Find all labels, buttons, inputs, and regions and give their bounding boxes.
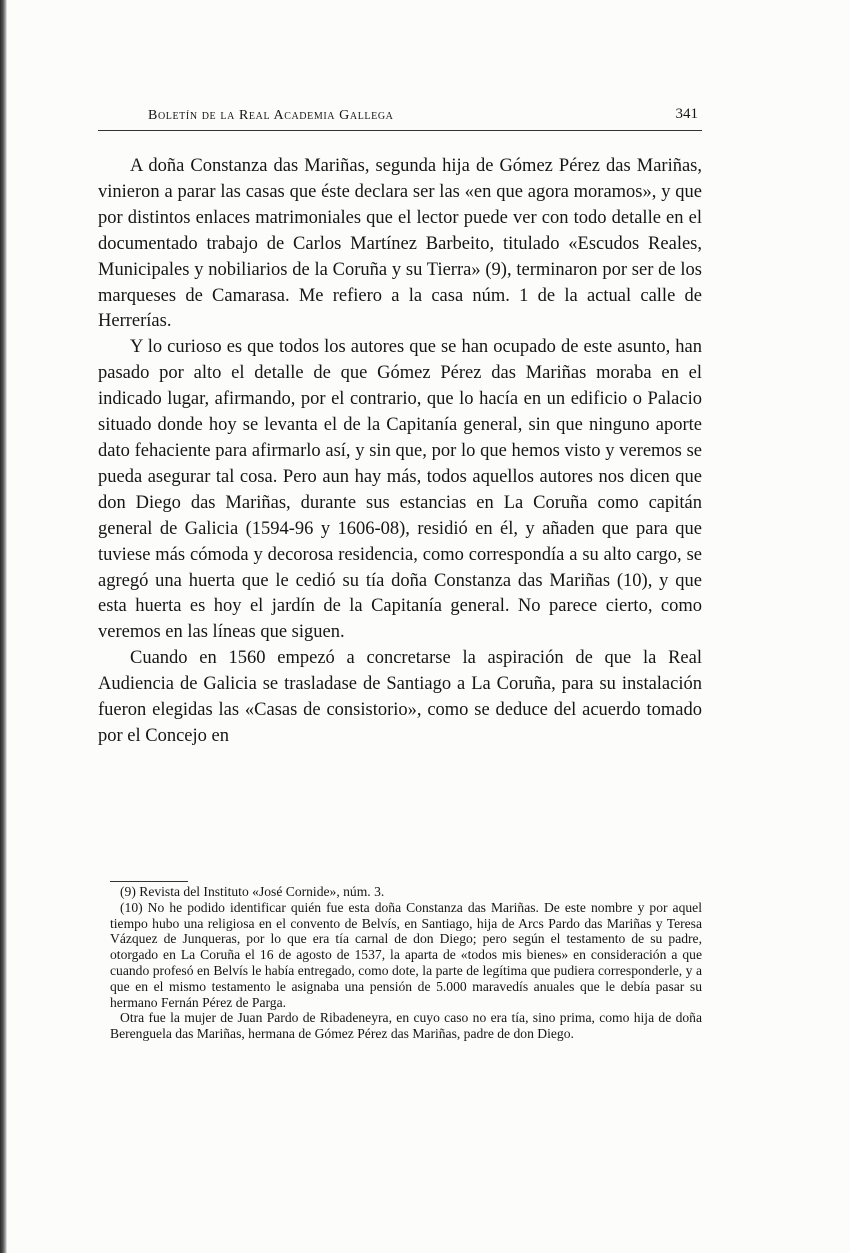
body-paragraph: A doña Constanza das Mariñas, segunda hija de Gómez Pérez das Mariñas, vinieron a parar las casas que éste declara ser las «en que agora moramos», y que por distintos enlaces matrimoniales que el lector puede ver con todo detalle en el documentado trabajo de Carlos Martínez Barbeito, titulado «Escudos Reales, Municipales y nobiliarios de la Coruña y su Tierra» (9), terminaron por ser de los marqueses de Camarasa. Me refiero a la casa núm. 1 de la actual calle de Herrerías. (98, 156, 702, 332)
footnote: (9) Revista del Instituto «José Cornide», núm. 3. (120, 884, 385, 899)
running-header (98, 104, 702, 131)
page-number: 341 (675, 106, 698, 122)
footnote-divider (110, 881, 188, 882)
body-text (98, 154, 702, 750)
footnotes (110, 884, 702, 1042)
footnote: Otra fue la mujer de Juan Pardo de Ribadeneyra, en cuyo caso no era tía, sino prima, como hija de doña Berenguela das Mariñas, hermana de Gómez Pérez das Mariñas, padre de don Diego. (110, 1010, 702, 1042)
book-spine-shadow (0, 0, 7, 1253)
footnote: (10) No he podido identificar quién fue esta doña Constanza das Mariñas. De este nombre y por aquel tiempo hubo una religiosa en el convento de Belvís, en Santiago, hija de Arcs Pardo das Mariñas y Teresa Vázquez de Junqueras, por lo que era tía carnal de don Diego; pero según el testamento de su padre, otorgado en La Coruña el 16 de agosto de 1537, la aparta de «todos mis bienes» en consideración a que cuando profesó en Belvís le había entregado, como dote, la parte de legítima que pudiera corresponderle, y a que en el mismo testamento le asignaba una pensión de 5.000 maravedís anuales que le debía pasar su hermano Fernán Pérez de Parga. (110, 899, 702, 1010)
body-paragraph: Y lo curioso es que todos los autores que se han ocupado de este asunto, han pasado por alto el detalle de que Gómez Pérez das Mariñas moraba en el indicado lugar, afirmando, por el contrario, que lo hacía en un edificio o Palacio situado donde hoy se levanta el de la Capitanía general, sin que ninguno aporte dato fehaciente para afirmarlo así, y sin que, por lo que hemos visto y veremos se pueda asegurar tal cosa. Pero aun hay más, todos aquellos autores nos dicen que don Diego das Mariñas, durante sus estancias en La Coruña como capitán general de Galicia (1594-96 y 1606-08), residió en él, y añaden que para que tuviese más cómoda y decorosa residencia, como correspondía a su alto cargo, se agregó una huerta que le cedió su tía doña Constanza das Mariñas (10), y que esta huerta es hoy el jardín de la Capitanía general. No parece cierto, como veremos en las líneas que siguen. (98, 337, 702, 643)
body-paragraph: Cuando en 1560 empezó a concretarse la aspiración de que la Real Audiencia de Galicia se trasladase de Santiago a La Coruña, para su instalación fueron elegidas las «Casas de consistorio», como se deduce del acuerdo tomado por el Concejo en (98, 648, 702, 746)
journal-title: Boletín de la Real Academia Gallega (148, 108, 394, 123)
